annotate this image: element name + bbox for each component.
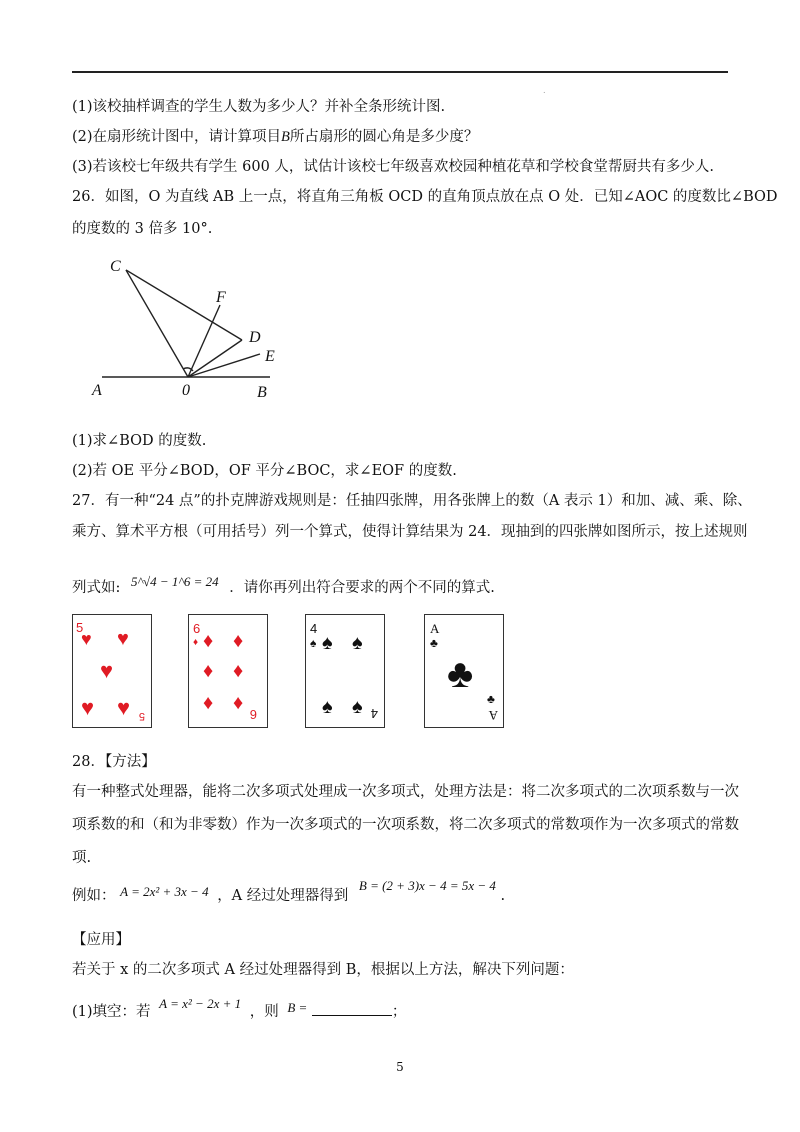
- q28-method-line3: 项.: [72, 850, 92, 866]
- svg-text:6: 6: [249, 707, 257, 722]
- heart-icon: ♥: [81, 695, 95, 720]
- q27-stem-line1: 27．有一种“24 点”的扑克牌游戏规则是：任抽四张牌，用各张牌上的数（A 表示 1）和加、减、乘、除、: [72, 493, 752, 509]
- card-6-diamonds: [188, 614, 268, 728]
- svg-text:6: 6: [193, 621, 201, 636]
- label-d: D: [249, 329, 261, 346]
- answer-blank[interactable]: [312, 1001, 392, 1016]
- heart-icon: ♥: [100, 658, 114, 683]
- svg-text:A: A: [488, 708, 498, 723]
- club-icon: ♣: [447, 651, 474, 696]
- segment-oc: [126, 270, 188, 377]
- fill-formula-b: B =: [287, 1000, 308, 1015]
- card-ace-clubs: [424, 614, 504, 728]
- diamond-icon: ♦: [233, 692, 244, 714]
- diamond-icon: ♦: [203, 630, 214, 652]
- label-f: F: [216, 289, 226, 306]
- club-icon: ♣: [487, 692, 495, 706]
- svg-text:5: 5: [138, 710, 145, 722]
- label-o: 0: [182, 382, 190, 399]
- q25-part2: (2)在扇形统计图中，请计算项目B所占扇形的圆心角是多少度？: [72, 129, 479, 145]
- diamond-icon: ♦: [233, 660, 244, 682]
- example-formula-a: A = 2x² + 3x − 4: [120, 884, 209, 899]
- card-5-hearts: [72, 614, 152, 728]
- q26-geometry-figure: [80, 250, 320, 410]
- diamond-icon: ♦: [233, 630, 244, 652]
- spade-icon: ♠: [310, 636, 317, 650]
- q26-part1: (1)求∠BOD 的度数.: [72, 433, 207, 449]
- spade-icon: ♠: [352, 632, 363, 654]
- diamond-icon: ♦: [203, 660, 214, 682]
- fill-formula-a: A = x² − 2x + 1: [159, 996, 242, 1011]
- diamond-icon: ♦: [203, 692, 214, 714]
- q27-stem-line2: 乘方、算术平方根（可用括号）列一个算式，使得计算结果为 24．现抽到的四张牌如图所示，按上述规则: [72, 524, 748, 540]
- example-formula-b: B = (2 + 3)x − 4 = 5x − 4: [358, 878, 496, 893]
- header-mark: .: [543, 86, 546, 95]
- q28-title: 28．【方法】: [72, 754, 156, 770]
- heart-icon: ♥: [81, 629, 92, 649]
- spade-icon: ♠: [352, 696, 363, 718]
- q28-method-line2: 项系数的和（和为非零数）作为一次多项式的一次项系数，将二次多项式的常数项作为一次多项式的常数: [72, 817, 739, 833]
- label-c: C: [110, 258, 121, 275]
- spade-icon: ♠: [322, 632, 333, 654]
- ray-oe: [188, 354, 260, 377]
- q26-stem-line2: 的度数的 3 倍多 10°.: [72, 221, 213, 237]
- spade-icon: ♠: [322, 696, 333, 718]
- q25-part3: (3)若该校七年级共有学生 600 人，试估计该校七年级喜欢校园种植花草和学校食堂帮厨共有多少人.: [72, 159, 715, 175]
- q28-apply-title: 【应用】: [72, 932, 130, 948]
- heart-icon: ♥: [117, 695, 131, 720]
- card-4-spades: [305, 614, 385, 728]
- q25-part1: (1)该校抽样调查的学生人数为多少人？并补全条形统计图.: [72, 99, 446, 115]
- svg-text:5: 5: [76, 620, 84, 635]
- q26-part2: (2)若 OE 平分∠BOD，OF 平分∠BOC，求∠EOF 的度数.: [72, 463, 457, 479]
- q28-apply-line: 若关于 x 的二次多项式 A 经过处理器得到 B，根据以上方法，解决下列问题：: [72, 962, 574, 978]
- q27-stem-line3: 列式如: 5^√4 − 1^6 = 24 ．请你再列出符合要求的两个不同的算式.: [72, 574, 495, 596]
- q28-method-line1: 有一种整式处理器，能将二次多项式处理成一次多项式，处理方法是：将二次多项式的二次项系数与一次: [72, 784, 739, 800]
- heart-icon: ♥: [117, 628, 129, 650]
- label-e: E: [265, 348, 275, 365]
- diamond-icon: ♦: [193, 637, 199, 648]
- label-a: A: [92, 382, 102, 399]
- page-number: 5: [396, 1060, 404, 1074]
- header-rule: [72, 71, 728, 73]
- club-icon: ♣: [430, 636, 438, 650]
- label-b: B: [257, 384, 267, 401]
- q27-example-formula: 5^√4 − 1^6 = 24: [131, 574, 219, 589]
- q28-example: 例如： A = 2x² + 3x − 4 ，A 经过处理器得到 B = (2 + 3)x − 4 = 5x − 4 .: [72, 878, 506, 904]
- svg-text:4: 4: [370, 706, 378, 721]
- q26-stem-line1: 26．如图，O 为直线 AB 上一点，将直角三角板 OCD 的直角顶点放在点 O 处．已知∠AOC 的度数比∠BOD: [72, 189, 778, 205]
- svg-text:A: A: [430, 621, 440, 636]
- svg-text:4: 4: [310, 621, 318, 636]
- q28-fill-blank: (1)填空：若 A = x² − 2x + 1 ，则 B = ；: [72, 996, 407, 1020]
